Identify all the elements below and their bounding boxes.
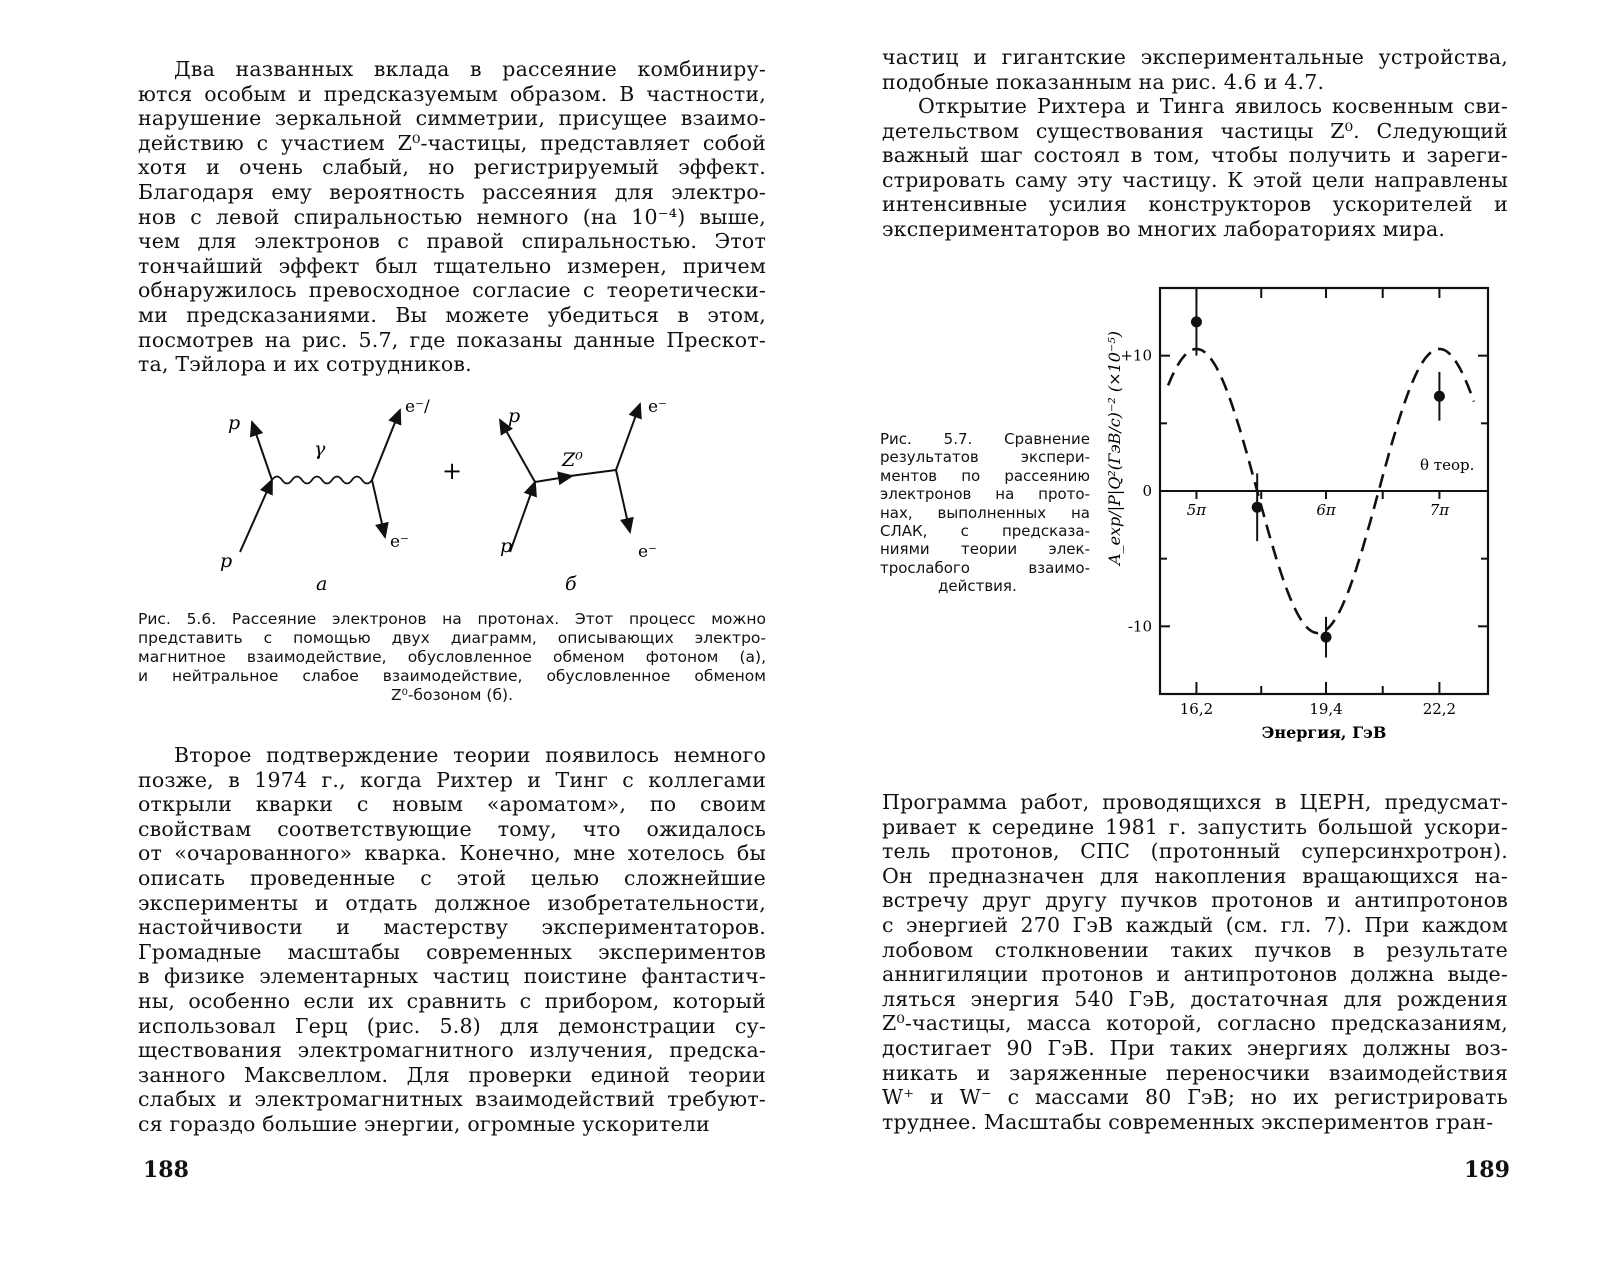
diagram-b: [500, 397, 667, 595]
data-points: [1191, 288, 1445, 657]
b-label-p-top: p: [508, 405, 521, 427]
caption-line: результатов экспери-: [880, 448, 1090, 467]
text-line: Два названных вклада в рассеяние комбиниру-: [174, 57, 766, 81]
text-line: интенсивные усилия конструкторов ускорителей и: [882, 192, 1508, 217]
text-line: Второе подтверждение теории появилось немного: [174, 743, 766, 767]
caption-line: электронов на прото-: [880, 485, 1090, 504]
a-sublabel: а: [316, 573, 328, 595]
theory-label: θ теор.: [1420, 456, 1475, 474]
a-label-p-top: p: [228, 412, 241, 434]
y-axis-label: A_exp/|P|Q²(ГэВ/c)⁻² (×10⁻⁵): [1105, 331, 1124, 565]
text-line: встречу друг другу пучков протонов и антипротонов: [882, 888, 1508, 913]
caption-line: нах, выполненных на: [880, 503, 1090, 522]
caption-line: трослабого взаимо-: [880, 558, 1090, 577]
a-label-e-bottom: e⁻: [390, 532, 410, 552]
text-line: от «очарованного» кварка. Конечно, мне хотелось бы: [138, 841, 766, 866]
text-line: эксперименты и отдать должное изобретательности,: [138, 890, 766, 915]
page-number-right: 189: [1464, 1157, 1510, 1183]
text-line: чем для электронов с правой спиральностью. Этот: [138, 229, 766, 254]
text-line: использовал Герц (рис. 5.8) для демонстрации су-: [138, 1013, 766, 1038]
text-line: обнаружилось превосходное согласие с теоретически-: [138, 278, 766, 303]
text-line: Благодаря ему вероятность рассеяния для электро-: [138, 179, 766, 204]
text-line: слабых и электромагнитных взаимодействий требуют-: [138, 1087, 766, 1112]
caption-line: ментов по рассеянию: [880, 466, 1090, 485]
text-line: ляться энергия 540 ГэВ, достаточная для рождения: [882, 986, 1508, 1011]
text-line: Открытие Рихтера и Тинга явилось косвенным сви-: [918, 94, 1508, 118]
figure-5-6-caption: [138, 610, 766, 705]
text-line: труднее. Масштабы современных экспериментов гран-: [882, 1109, 1494, 1134]
photon-line: [272, 477, 372, 484]
text-line: экспериментаторов во многих лабораториях мира.: [882, 216, 1446, 241]
text-line: ривает к середине 1981 г. запустить большой ускори-: [882, 814, 1508, 839]
data-point: [1321, 632, 1332, 643]
text-line: ществования электромагнитного излучения, предска-: [138, 1038, 766, 1063]
caption-line: ниями теории элек-: [880, 540, 1090, 559]
text-line: настойчивости и мастерству экспериментаторов.: [138, 915, 766, 940]
figure-5-7-caption: [880, 430, 1090, 596]
phase-tick-label: 6π: [1316, 501, 1336, 519]
caption-line: Рис. 5.7. Сравнение: [880, 430, 1090, 448]
text-line: описать проведенные с этой целью сложнейшие: [138, 865, 766, 890]
text-line: свойствам соответствующие тому, что ожидалось: [138, 816, 766, 841]
text-line: Он предназначен для накопления вращающихся на-: [882, 863, 1508, 888]
text-line: нарушение зеркальной симметрии, присущее взаимо-: [138, 106, 766, 131]
text-line: аннигиляции протонов и антипротонов должна выде-: [882, 962, 1508, 987]
text-line: магнитное взаимодействие, обусловленное обменом фотоном (а),: [138, 648, 766, 666]
z-boson-line: [535, 476, 572, 482]
text-line: Рис. 5.6. Рассеяние электронов на протонах. Этот процесс можно: [138, 610, 766, 628]
text-line: занного Максвеллом. Для проверки единой теории: [138, 1062, 766, 1087]
text-line: стрировать саму эту частицу. К этой цели направлены: [882, 167, 1508, 192]
caption-line: действия.: [938, 577, 1017, 596]
x-tick-label: 22,2: [1422, 700, 1457, 718]
text-line: действию с участием Z⁰-частицы, представляет собой: [138, 130, 766, 155]
feynman-diagrams: [210, 392, 690, 597]
text-line: Z⁰-частицы, масса которой, согласно предсказаниям,: [882, 1011, 1508, 1036]
text-line: в физике элементарных частиц поистине фантастич-: [138, 964, 766, 989]
text-line: никать и заряженные переносчики взаимодействия: [882, 1060, 1508, 1085]
text-line: детельством существования частицы Z⁰. Следующий: [882, 118, 1508, 143]
right-paragraph-3: [882, 790, 1508, 1134]
x-tick-label: 19,4: [1309, 700, 1343, 718]
text-line: та, Тэйлора и их сотрудников.: [138, 352, 472, 377]
text-line: подобные показанным на рис. 4.6 и 4.7.: [882, 69, 1325, 94]
text-line: позже, в 1974 г., когда Рихтер и Тинг с коллегами: [138, 767, 766, 792]
diagram-a: [220, 397, 430, 595]
text-line: хотя и очень слабый, но регистрируемый эффект.: [138, 155, 766, 180]
text-line: открыли кварки с новым «ароматом», по своим: [138, 792, 766, 817]
text-line: лобовом столкновении таких пучков в результате: [882, 937, 1508, 962]
b-label-p-bottom: p: [500, 535, 513, 557]
phase-tick-label: 5π: [1186, 501, 1207, 519]
text-line: тончайший эффект был тщательно измерен, причем: [138, 253, 766, 278]
right-paragraph-1: [882, 45, 1508, 94]
text-line: с энергией 270 ГэВ каждый (см. гл. 7). При каждом: [882, 912, 1508, 937]
x-tick-label: 16,2: [1179, 700, 1214, 718]
a-label-p-bottom: p: [220, 550, 233, 572]
text-line: Громадные масштабы современных экспериментов: [138, 939, 766, 964]
y-tick-label: +10: [1120, 346, 1152, 365]
a-label-gamma: γ: [314, 438, 326, 460]
right-page: [800, 0, 1600, 1275]
text-line: тель протонов, СПС (протонный суперсинхротрон).: [882, 839, 1508, 864]
phase-tick-label: 7π: [1429, 501, 1450, 519]
text-line: достигает 90 ГэВ. При таких энергиях должны воз-: [882, 1035, 1508, 1060]
text-line: ся гораздо большие энергии, огромные ускорители: [138, 1111, 710, 1136]
a-label-e-top: e⁻/: [405, 397, 430, 417]
plus-sign: +: [442, 457, 463, 485]
b-label-e-top: e⁻: [648, 397, 668, 417]
page-number-left: 188: [143, 1157, 189, 1183]
text-line: нов с левой спиральностью немного (на 10⁻⁴) выше,: [138, 204, 766, 229]
text-line: ми предсказаниями. Вы можете убедиться в этом,: [138, 302, 766, 327]
text-line: представить с помощью двух диаграмм, описывающих электро-: [138, 629, 766, 647]
data-point: [1434, 391, 1445, 402]
text-line: ются особым и предсказуемым образом. В частности,: [138, 81, 766, 106]
y-tick-label: -10: [1127, 617, 1152, 636]
data-point: [1191, 316, 1202, 327]
text-line: и нейтральное слабое взаимодействие, обусловленное обменом: [138, 667, 766, 685]
text-line: частиц и гигантские экспериментальные устройства,: [882, 45, 1508, 69]
b-label-e-bottom: e⁻: [638, 542, 658, 562]
text-line: W⁺ и W⁻ с массами 80 ГэВ; но их регистрировать: [882, 1085, 1508, 1110]
text-line: важный шаг состоял в том, чтобы получить и зареги-: [882, 143, 1508, 168]
text-line: Программа работ, проводящихся в ЦЕРН, предусмат-: [882, 790, 1508, 814]
x-axis-label: Энергия, ГэВ: [1261, 723, 1387, 742]
y-tick-label: 0: [1142, 482, 1152, 500]
right-paragraph-2: [882, 94, 1508, 242]
left-paragraph-1: [138, 57, 766, 377]
figure-5-7-chart: [1098, 268, 1518, 748]
b-sublabel: б: [565, 573, 577, 595]
b-label-z: Z⁰: [562, 449, 583, 471]
axis-ticks: [1120, 288, 1488, 718]
left-paragraph-2: [138, 743, 766, 1137]
caption-line: СЛАК, с предсказа-: [880, 522, 1090, 541]
text-line: посмотрев на рис. 5.7, где показаны данные Прескот-: [138, 327, 766, 352]
data-point: [1252, 502, 1263, 513]
text-line: Z⁰-бозоном (б).: [390, 686, 513, 704]
text-line: ны, особенно если их сравнить с прибором, который: [138, 988, 766, 1013]
